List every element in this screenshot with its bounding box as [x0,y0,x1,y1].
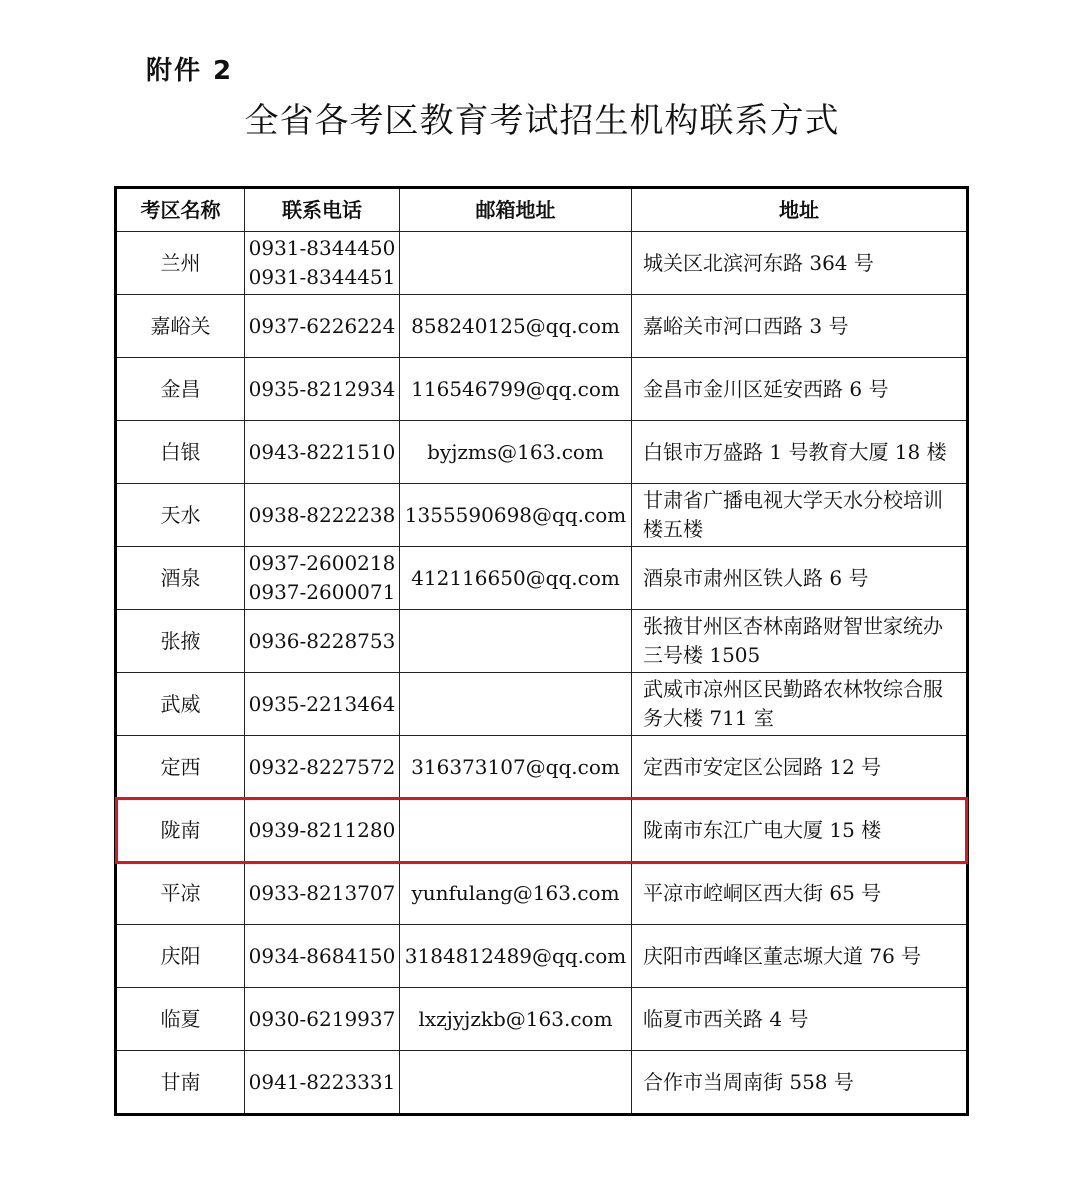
cell-region-name: 张掖 [116,610,245,673]
cell-region-name: 嘉峪关 [116,295,245,358]
cell-email[interactable]: 116546799@qq.com [400,358,632,421]
cell-phone [245,1051,400,1115]
phone-number[interactable]: 0937-2600218 [248,551,396,575]
cell-phone [245,295,400,358]
phone-number[interactable]: 0935-2213464 [248,691,396,716]
cell-region-name: 兰州 [116,232,245,295]
cell-phone [245,232,400,295]
cell-region-name: 武威 [116,673,245,736]
cell-address: 甘肃省广播电视大学天水分校培训楼五楼 [632,484,968,547]
cell-email[interactable]: 412116650@qq.com [400,547,632,610]
header-address: 地址 [632,188,968,232]
phone-number[interactable]: 0931-8344450 [248,236,396,260]
cell-region-name: 甘南 [116,1051,245,1115]
cell-email [400,1051,632,1115]
phone-number[interactable]: 0935-8212934 [248,376,396,401]
cell-region-name: 平凉 [116,862,245,925]
cell-email[interactable]: 3184812489@qq.com [400,925,632,988]
table-row [116,862,968,925]
phone-number[interactable]: 0932-8227572 [248,754,396,779]
cell-phone [245,862,400,925]
table-row [116,421,968,484]
phone-number[interactable]: 0941-8223331 [248,1069,396,1094]
cell-email [400,799,632,862]
header-phone: 联系电话 [245,188,400,232]
table-row [116,232,968,295]
cell-email[interactable]: 316373107@qq.com [400,736,632,799]
phone-number[interactable]: 0936-8228753 [248,628,396,653]
phone-number[interactable]: 0938-8222238 [248,502,396,527]
table-row [116,547,968,610]
cell-phone [245,421,400,484]
cell-address: 武威市凉州区民勤路农林牧综合服务大楼 711 室 [632,673,968,736]
contact-table [114,186,969,1116]
table-row [116,988,968,1051]
phone-number[interactable]: 0937-6226224 [248,313,396,338]
table-row [116,799,968,862]
cell-email[interactable]: byjzms@163.com [400,421,632,484]
cell-email [400,610,632,673]
cell-region-name: 白银 [116,421,245,484]
table-row [116,295,968,358]
cell-phone [245,547,400,610]
cell-address: 酒泉市肃州区铁人路 6 号 [632,547,968,610]
phone-number-2[interactable]: 0937-2600071 [248,580,396,604]
table-row [116,673,968,736]
cell-email[interactable]: yunfulang@163.com [400,862,632,925]
cell-phone [245,358,400,421]
cell-region-name: 临夏 [116,988,245,1051]
cell-phone [245,610,400,673]
cell-region-name: 天水 [116,484,245,547]
cell-email[interactable]: 1355590698@qq.com [400,484,632,547]
phone-number[interactable]: 0934-8684150 [248,943,396,968]
cell-address: 白银市万盛路 1 号教育大厦 18 楼 [632,421,968,484]
cell-address: 陇南市东江广电大厦 15 楼 [632,799,968,862]
table-row [116,736,968,799]
table-row [116,358,968,421]
table-row [116,610,968,673]
cell-email[interactable]: 858240125@qq.com [400,295,632,358]
cell-email [400,673,632,736]
cell-phone [245,988,400,1051]
attachment-label: 附件 2 [146,56,234,86]
table-header-row [116,188,968,232]
cell-address: 城关区北滨河东路 364 号 [632,232,968,295]
cell-phone [245,925,400,988]
phone-number-2[interactable]: 0931-8344451 [248,265,396,289]
phone-number[interactable]: 0943-8221510 [248,439,396,464]
cell-region-name: 金昌 [116,358,245,421]
cell-region-name: 酒泉 [116,547,245,610]
table-row [116,925,968,988]
phone-number[interactable]: 0933-8213707 [248,880,396,905]
cell-phone [245,799,400,862]
page-title: 全省各考区教育考试招生机构联系方式 [244,101,840,141]
cell-address: 定西市安定区公园路 12 号 [632,736,968,799]
cell-email [400,232,632,295]
cell-region-name: 定西 [116,736,245,799]
cell-address: 金昌市金川区延安西路 6 号 [632,358,968,421]
cell-address: 临夏市西关路 4 号 [632,988,968,1051]
cell-address: 张掖甘州区杏林南路财智世家统办三号楼 1505 [632,610,968,673]
cell-address: 平凉市崆峒区西大街 65 号 [632,862,968,925]
cell-email[interactable]: lxzjyjzkb@163.com [400,988,632,1051]
cell-address: 庆阳市西峰区董志塬大道 76 号 [632,925,968,988]
phone-number[interactable]: 0930-6219937 [248,1006,396,1031]
cell-address: 嘉峪关市河口西路 3 号 [632,295,968,358]
cell-phone [245,673,400,736]
table-row [116,484,968,547]
phone-number[interactable]: 0939-8211280 [248,817,396,842]
header-name: 考区名称 [116,188,245,232]
cell-phone [245,736,400,799]
cell-region-name: 庆阳 [116,925,245,988]
cell-phone [245,484,400,547]
table-row [116,1051,968,1115]
cell-region-name: 陇南 [116,799,245,862]
header-email: 邮箱地址 [400,188,632,232]
cell-address: 合作市当周南街 558 号 [632,1051,968,1115]
